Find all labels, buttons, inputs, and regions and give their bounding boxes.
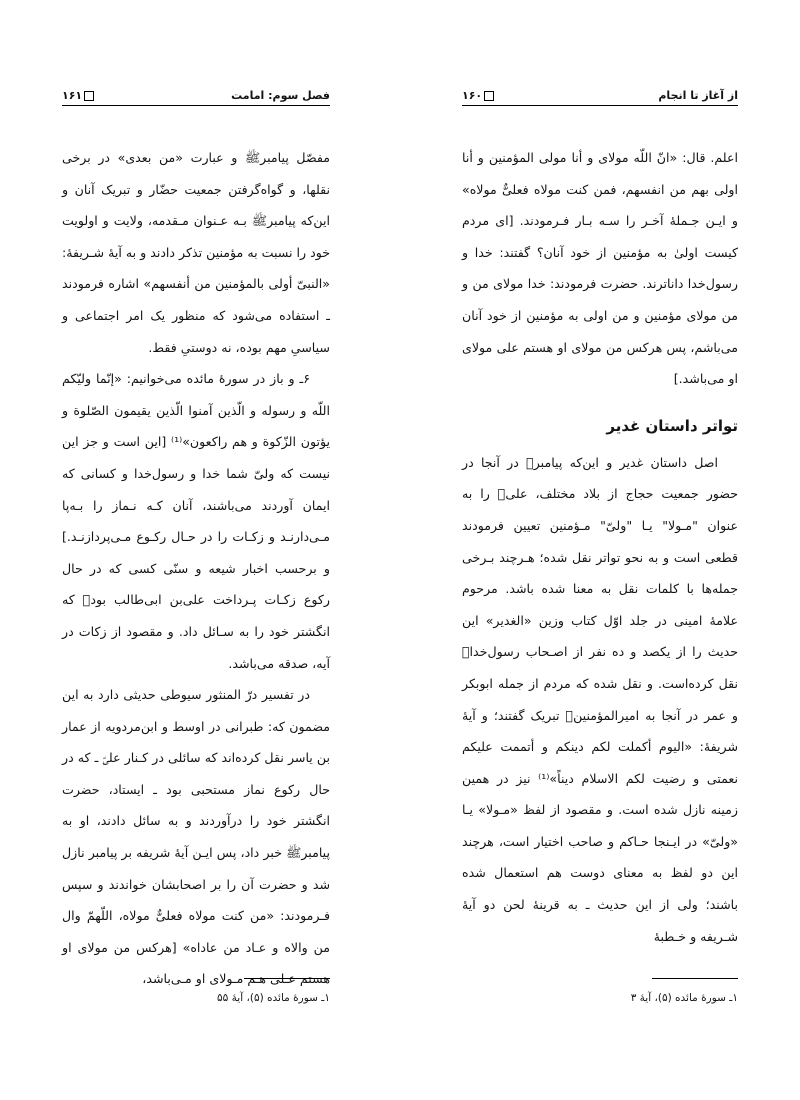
paragraph: اصل داستان غدیر و این‌که پیامبرﷺ در آنجا در حضور جمعیت حجاج از بلاد مختلف، علیؑ را به عنوان "مـولا" یـا "ولیّ" مـؤمنین تعیین فرمودند قطعی است و به نحو تواتر نقل شده؛ هـرچند بـرخی جمله‌ها با کلمات نقل به معنا شده باشد. مرحوم علامهٔ امینی در جلد اوّل کتاب وزین «الغدیر» این حدیث را از یکصد و ده نفر از اصـحاب رسول‌خداﷺ نقل کرده‌است. و نقل شده که مردم از جمله ابوبکر و عمر در آنجا به امیرالمؤمنینؑ تبریک گفتند؛ و آیهٔ شریفهٔ: «الیوم أکملت لکم دینکم و أتممت علیکم نعمتی و رضیت لکم الاسلام دیناً»⁽¹⁾ نیز در همین زمینه نازل شده است. و مقصود از لفظ «مـولا» یـا «ولیّ» در ایـنجا حـاکم و صاحب اختیار است، هرچند این دو لفظ به معنای دوست هم استعمال شده باشند؛ ولی از این حدیث ـ به قرینهٔ لحن دو آیهٔ شـریفه و خـطبهٔ <box>462 454 739 944</box>
paragraph: ۶ـ و باز در سورهٔ مائده می‌خوانیم: «إنّما ولیّکم اللّه و رسوله و الّذین آمنوا الّذین یقیمون الصّلوة و یؤتون الزّکوة و هم راکعون»⁽¹⁾ [این است و جز این نیست که ولیّ شما خدا و رسول‌خدا و کسانی که ایمان آوردند می‌باشند، آنان کـه نـماز را بـه‌پا مـی‌دارنـد و زکـات را در حـال رکـوع مـی‌پردازنـد.] و برحسب اخبار شیعه و سنّی کسی که در حال رکوع زکـات پـرداخت علی‌بن ابی‌طالب بودؑ که انگشتر خود را به سـائل داد. و مقصود از زکات در آیه، صدقه می‌باشد. <box>62 371 330 671</box>
page-number-group <box>462 89 494 102</box>
page-number-group <box>62 89 94 102</box>
page-box-icon <box>484 91 494 101</box>
footnote-divider <box>244 978 330 979</box>
paragraph: در تفسیر درّ المنثور سیوطی حدیثی دارد به این مضمون که: طبرانی در اوسط و ابن‌مردویه از عمار بن یاسر نقل کرده‌اند که سائلی در کـنار علیؑ ـ که در حال رکوع نماز مستحبی بود ـ ایستاد، حضرت انگشتر خود را درآوردند و به سائل دادند، او به پیامبرﷺ خبر داد، پس ایـن آیهٔ شریفه بر پیامبر نازل شد و حضرت آن را بر اصحابشان خواندند و سپس فـرمودند: «من کنت مولاه فعلیٌّ مولاه، اللّهمّ وال من والاه و عـاد من عاداه» [هرکس من مولای او هستم عـلی هـم مـولای او مـی‌باشد، <box>62 687 330 987</box>
right-page <box>400 0 800 1100</box>
page-number: ۱۶۰ <box>462 89 483 102</box>
page-header <box>462 86 738 106</box>
running-title: از آغاز تا انجام <box>658 89 738 102</box>
page-number: ۱۶۱ <box>62 89 83 102</box>
section-heading: تواتر داستان غدیر <box>606 416 738 435</box>
body-text <box>62 142 330 995</box>
footnote: ۱ـ سورهٔ مائده (۵)، آیهٔ ۵۵ <box>217 992 330 1004</box>
page-header <box>62 86 330 106</box>
paragraph: مفصّل پیامبرﷺ و عبارت «من بعدی» در برخی نقلها، و گواه‌گرفتن جمعیت حضّار و تبریک آنان و این‌که پیامبرﷺ بـه عـنوان مـقدمه، ولایت و اولویت خود را نسبت به مؤمنین تذکر دادند و به آیهٔ شـریفهٔ: «النبیّ أولی بالمؤمنین من أنفسهم» اشاره فرمودند ـ استفاده می‌شود که منظور یک امر اجتماعی و سیاسیِ مهم بوده، نه دوستیِ فقط. <box>62 150 330 355</box>
paragraph: اعلم. قال: «انّ اللّه مولای و أنا مولی المؤمنین و أنا اولی بهم من انفسهم، فمن کنت مولاه فعلیٌّ مولاه» و ایـن جـملهٔ آخـر را سـه بـار فـرمودند. [ای مردم کیست اولیٰ به مؤمنین از خود آنان؟ گفتند: خدا و رسول‌خدا داناترند. حضرت فرمودند: خدا مولای من و من مولای مؤمنین و من اولی به مؤمنین از خود آنان می‌باشم، پس هرکس من مولای او هستم علی مولای او می‌باشد.] <box>462 150 738 387</box>
body-text <box>462 142 738 952</box>
footnote-divider <box>652 978 738 979</box>
page-box-icon <box>84 91 94 101</box>
footnote: ۱ـ سورهٔ مائده (۵)، آیهٔ ۳ <box>630 992 738 1004</box>
running-title: فصل سوم: امامت <box>231 89 330 102</box>
